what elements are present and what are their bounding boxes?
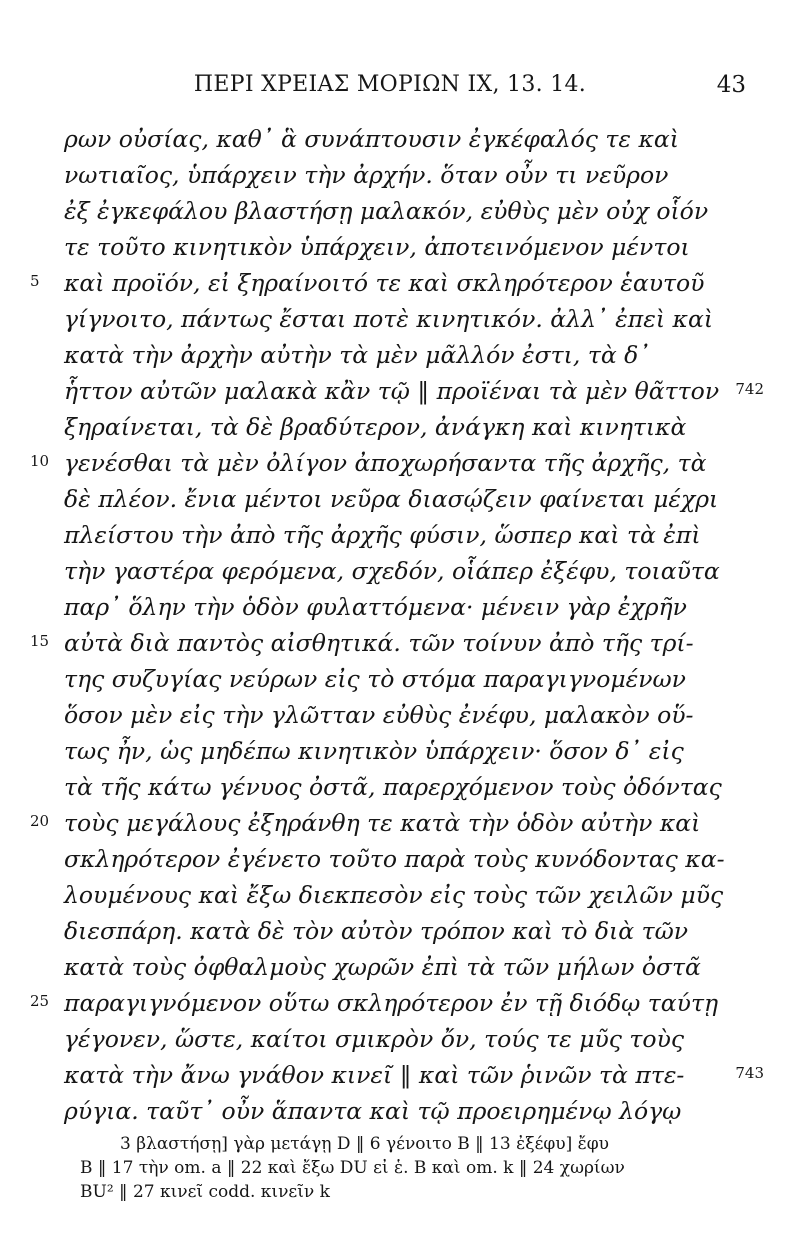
running-head: ΠΕΡΙ ΧΡΕΙΑΣ ΜΟΡΙΩΝ ΙΧ, 13. 14. [193,72,587,97]
apparatus-line: 3 βλαστήσῃ] γὰρ μετάγῃ D ‖ 6 γένοιτο B ‖ 13 ἐξέφυ] ἔφυ [120,1134,610,1154]
line-text: τως ἦν, ὡς μηδέπω κινητικὸν ὑπάρχειν· ὅσον δ᾽ εἰς [64,737,684,765]
line-text: κατὰ τὴν ἄνω γνάθον κινεῖ ‖ καὶ τῶν ῥινῶν τὰ πτε- [64,1061,685,1089]
text-line [0,554,800,590]
text-line [0,698,800,734]
page-header [0,62,800,102]
line-text: διεσπάρη. κατὰ δὲ τὸν αὐτὸν τρόπον καὶ τὸ διὰ τῶν [64,917,689,945]
line-text: κατὰ τὴν ἀρχὴν αὐτὴν τὰ μὲν μᾶλλόν ἐστι, τὰ δ᾽ [64,341,651,369]
marginal-page-ref: 743 [735,1064,764,1082]
text-line [0,194,800,230]
text-line [0,1094,800,1130]
line-text: γέγονεν, ὥστε, καίτοι σμικρὸν ὄν, τούς τε μῦς τοὺς [64,1025,685,1053]
text-line [0,1022,800,1058]
text-line [0,626,800,662]
text-line [0,482,800,518]
line-text: νωτιαῖος, ὑπάρχειν τὴν ἀρχήν. ὅταν οὖν τι νεῦρον [64,161,669,189]
line-text: παραγιγνόμενον οὕτω σκληρότερον ἐν τῇ διόδῳ ταύτῃ [64,989,719,1017]
text-line [0,914,800,950]
text-line [0,518,800,554]
line-text: λουμένους καὶ ἔξω διεκπεσὸν εἰς τοὺς τῶν χειλῶν μῦς [64,881,724,909]
text-line [0,770,800,806]
line-text: τε τοῦτο κινητικὸν ὑπάρχειν, ἀποτεινόμενον μέντοι [64,233,690,261]
line-text: πλείστου τὴν ἀπὸ τῆς ἀρχῆς φύσιν, ὥσπερ καὶ τὰ ἐπὶ [64,521,701,549]
line-number: 20 [30,812,50,830]
text-line [0,878,800,914]
line-text: ξηραίνεται, τὰ δὲ βραδύτερον, ἀνάγκη καὶ κινητικὰ [64,413,687,441]
line-text: παρ᾽ ὅλην τὴν ὁδὸν φυλαττόμενα· μένειν γὰρ ἐχρῆν [64,593,687,621]
line-text: αὐτὰ διὰ παντὸς αἰσθητικά. τῶν τοίνυν ἀπὸ τῆς τρί- [64,629,694,657]
line-text: τὴν γαστέρα φερόμενα, σχεδόν, οἷάπερ ἐξέφυ, τοιαῦτα [64,557,720,585]
line-text: ἧττον αὐτῶν μαλακὰ κἂν τῷ ‖ προϊέναι τὰ μὲν θᾶττον [64,377,720,405]
apparatus-line: B ‖ 17 τὴν om. a ‖ 22 καὶ ἔξω DU εἰ ἑ. B καὶ om. k ‖ 24 χωρίων [80,1158,625,1178]
line-text: κατὰ τοὺς ὀφθαλμοὺς χωρῶν ἐπὶ τὰ τῶν μήλων ὀστᾶ [64,953,701,981]
text-line [0,158,800,194]
line-text: ὅσον μὲν εἰς τὴν γλῶτταν εὐθὺς ἐνέφυ, μαλακὸν οὕ- [64,701,694,729]
text-line [0,122,800,158]
main-text [0,122,800,1125]
line-text: ρων οὐσίας, καθ᾽ ἃ συνάπτουσιν ἐγκέφαλός τε καὶ [64,125,680,153]
line-text: ρύγια. ταῦτ᾽ οὖν ἅπαντα καὶ τῷ προειρημένῳ λόγῳ [64,1097,682,1125]
line-text: της συζυγίας νεύρων εἰς τὸ στόμα παραγιγνομένων [64,665,686,693]
page-number: 43 [716,72,746,98]
line-text: τοὺς μεγάλους ἐξηράνθη τε κατὰ τὴν ὁδὸν αὐτὴν καὶ [64,809,701,837]
text-line [0,734,800,770]
text-line [0,842,800,878]
line-text: γενέσθαι τὰ μὲν ὀλίγον ἀποχωρήσαντα τῆς ἀρχῆς, τὰ [64,449,707,477]
line-text: σκληρότερον ἐγένετο τοῦτο παρὰ τοὺς κυνόδοντας κα- [64,845,725,873]
line-number: 10 [30,452,50,470]
critical-apparatus [80,1132,780,1222]
line-number: 25 [30,992,50,1010]
text-line [0,590,800,626]
marginal-page-ref: 742 [735,380,764,398]
line-text: δὲ πλέον. ἔνια μέντοι νεῦρα διασῴζειν φαίνεται μέχρι [64,485,719,513]
text-line [0,338,800,374]
text-line [0,230,800,266]
apparatus-line: BU² ‖ 27 κινεῖ codd. κινεῖν k [80,1182,330,1202]
text-line [0,410,800,446]
text-line [0,302,800,338]
text-line [0,446,800,482]
line-text: γίγνοιτο, πάντως ἔσται ποτὲ κινητικόν. ἀλλ᾽ ἐπεὶ καὶ [64,305,714,333]
line-text: καὶ προϊόν, εἰ ξηραίνοιτό τε καὶ σκληρότερον ἑαυτοῦ [64,269,705,297]
line-text: ἐξ ἐγκεφάλου βλαστήσῃ μαλακόν, εὐθὺς μὲν οὐχ οἷόν [64,197,709,225]
text-line [0,266,800,302]
text-line [0,1058,800,1094]
text-line [0,806,800,842]
text-line [0,662,800,698]
line-number: 5 [30,272,40,290]
text-line [0,950,800,986]
text-line [0,986,800,1022]
text-line [0,374,800,410]
line-text: τὰ τῆς κάτω γένυος ὀστᾶ, παρερχόμενον τοὺς ὀδόντας [64,773,722,801]
line-number: 15 [30,632,50,650]
